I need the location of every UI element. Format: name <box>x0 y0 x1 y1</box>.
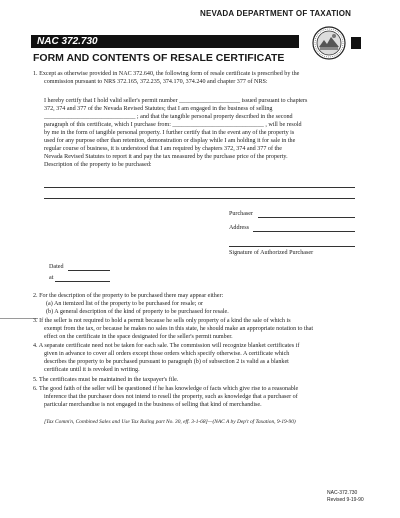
certificate-line-2: 372, 374 and 377 of the Nevada Revised Statutes; that I am engaged in the business of selling <box>44 106 273 112</box>
at-label: at <box>49 275 54 281</box>
section3-line-1: 3. If the seller is not required to hold a permit because he sells only property of a kind the sale of which is <box>33 318 291 324</box>
department-name: NEVADA DEPARTMENT OF TAXATION <box>200 9 352 18</box>
section1-intro-line-2: commission pursuant to NRS 372.165, 372.235, 374.170, 374.240 and chapter 377 of NRS: <box>44 79 268 85</box>
footer-form-number: NAC-372.730 <box>327 490 358 496</box>
address-label: Address <box>229 225 249 231</box>
section1-intro-line-1: 1. Except as otherwise provided in NAC 372.640, the following form of resale certificate is prescribed by the <box>33 71 300 77</box>
section2-line-1: 2. For the description of the property to be purchased there may appear either: <box>33 293 224 299</box>
section4-line-4: certificate until it is revoked in writing. <box>44 367 140 373</box>
section4-line-1: 4. A separate certificate need not be taken for each sale. The commission will recognize blanket certificates if <box>33 343 300 349</box>
certificate-line-6: used for any purpose other than retention, demonstration or display while I am holding it for sale in the <box>44 138 296 144</box>
certificate-line-1: I hereby certify that I hold valid seller's permit number ____________________ issued pursuant to chapters <box>44 98 308 104</box>
at-field[interactable] <box>55 281 110 282</box>
section2-line-2: (a) An itemized list of the property to be purchased for resale; or <box>46 301 204 307</box>
section5-line-1: 5. The certificates must be maintained in the taxpayer's file. <box>33 377 179 383</box>
dated-label: Dated <box>49 264 64 270</box>
certificate-line-9: Description of the property to be purchased: <box>44 162 152 168</box>
purchaser-field[interactable] <box>258 217 355 218</box>
footer-revised-date: Revised 9-19-90 <box>327 497 364 503</box>
form-title: FORM AND CONTENTS OF RESALE CERTIFICATE <box>33 52 285 64</box>
nac-code-banner: NAC 372.730 <box>31 35 299 48</box>
section2-line-3: (b) A general description of the kind of property to be purchased for resale. <box>46 309 229 315</box>
section3-line-2: exempt from the tax, or because he makes no sales in this state, he should make an appropriate notation to that <box>44 326 314 332</box>
certificate-line-7: regular course of business, it is understood that I am required by chapters 372, 374 and 377 of the <box>44 146 282 152</box>
purchaser-label: Purchaser <box>229 211 254 217</box>
section4-line-2: given in advance to cover all orders except those orders which specify otherwise. A certificate which <box>44 351 290 357</box>
signature-field[interactable] <box>229 246 355 247</box>
description-line-2[interactable] <box>44 198 355 199</box>
address-field[interactable] <box>253 231 355 232</box>
description-line-1[interactable] <box>44 187 355 188</box>
section6-line-2: inference that the purchaser does not intend to resell the property, such as knowledge that a purchaser of <box>44 394 298 400</box>
dated-field[interactable] <box>68 270 110 271</box>
certificate-line-8: Nevada Revised Statutes to report it and pay the tax measured by the purchase price of the property. <box>44 154 288 160</box>
statutory-citation: [Tax Comm'n, Combined Sales and Use Tax Ruling part No. 30, eff. 3-1-68]—(NAC A by Dep't of Taxation, 9-19-90) <box>44 419 296 425</box>
certificate-line-5: by me in the form of tangible personal property. I further certify that in the event any of the property is <box>44 130 295 136</box>
corner-black-mark <box>351 37 361 49</box>
certificate-line-3: ______________________________ ; and that the tangible personal property described in the second <box>44 114 293 120</box>
signature-caption: Signature of Authorized Purchaser <box>229 250 314 256</box>
section6-line-3: particular merchandise is not engaged in the business of selling that kind of merchandise. <box>44 402 262 408</box>
section6-line-1: 6. The good faith of the seller will be questioned if he has knowledge of facts which give rise to a reasonable <box>33 386 299 392</box>
section3-line-3: effect on the certificate in the space designated for the seller's permit number. <box>44 334 233 340</box>
nevada-state-seal-icon <box>312 26 346 60</box>
section4-line-3: describes the property to be purchased pursuant to paragraph (b) of subsection 2 is valid as a blanket <box>44 359 289 365</box>
certificate-line-4: paragraph of this certificate, which I purchase from: ______________________________ , will be resold <box>44 122 302 128</box>
